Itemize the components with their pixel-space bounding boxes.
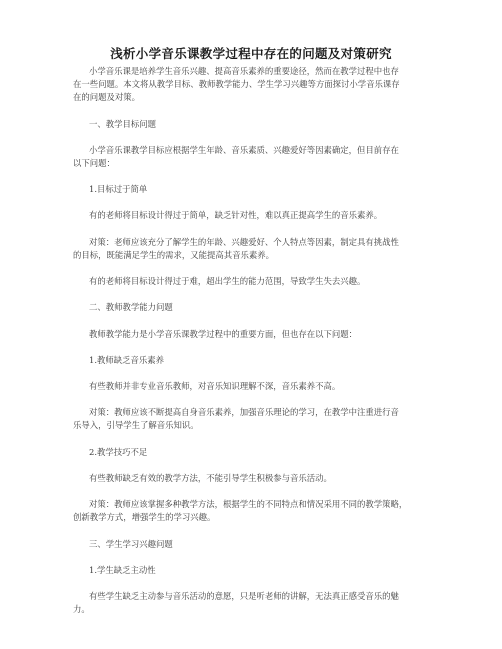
- subheading: 1.目标过于简单: [89, 184, 148, 194]
- section-heading-3: 三、学生学习兴趣问题: [89, 539, 173, 549]
- section-heading-2: 二、教师教学能力问题: [89, 302, 173, 312]
- subheading: 1.教师缺乏音乐素养: [89, 355, 164, 365]
- paragraph-line: 有的老师将目标设计得过于难，超出学生的能力范围，导致学生失去兴趣。: [89, 276, 366, 286]
- paragraph-line: 创新教学方式，增强学生的学习兴趣。: [73, 512, 216, 522]
- paragraph-line: 对策：教师应该掌握多种教学方法，根据学生的不同特点和情况采用不同的教学策略，: [89, 499, 408, 509]
- paragraph-line: 有些教师并非专业音乐教师，对音乐知识理解不深，音乐素养不高。: [89, 381, 341, 391]
- paragraph-line: 对策：老师应该充分了解学生的年龄、兴趣爱好、个人特点等因素，制定具有挑战性: [89, 237, 399, 247]
- intro-line-1: 小学音乐课是培养学生音乐兴趣、提高音乐素养的重要途径，然而在教学过程中也存: [89, 66, 399, 76]
- intro-line-2: 在一些问题。本文将从教学目标、教师教学能力、学生学习兴趣等方面探讨小学音乐课存: [73, 79, 400, 89]
- intro-line-3: 在的问题及对策。: [73, 92, 140, 102]
- section-heading-1: 一、教学目标问题: [89, 119, 156, 129]
- paragraph-line: 的目标，既能满足学生的需求，又能提高其音乐素养。: [73, 250, 274, 260]
- paragraph-line: 对策：教师应该不断提高自身音乐素养，加强音乐理论的学习，在教学中注重进行音: [89, 407, 399, 417]
- paragraph-line: 有的老师将目标设计得过于简单，缺乏针对性，难以真正提高学生的音乐素养。: [89, 210, 383, 220]
- paragraph-line: 乐导入，引导学生了解音乐知识。: [73, 420, 199, 430]
- paragraph-line: 力。: [73, 604, 90, 614]
- document-title: 浅析小学音乐课教学过程中存在的问题及对策研究: [110, 46, 392, 61]
- paragraph-line: 以下问题：: [73, 158, 115, 168]
- paragraph-line: 有些教师缺乏有效的教学方法，不能引导学生积极参与音乐活动。: [89, 473, 332, 483]
- paragraph-line: 有些学生缺乏主动参与音乐活动的意愿，只是听老师的讲解，无法真正感受音乐的魅: [89, 591, 399, 601]
- paragraph-line: 小学音乐课教学目标应根据学生年龄、音乐素质、兴趣爱好等因素确定，但目前存在: [89, 145, 399, 155]
- subheading: 2.教学技巧不足: [89, 447, 148, 457]
- subheading: 1.学生缺乏主动性: [89, 565, 156, 575]
- paragraph-line: 教师教学能力是小学音乐课教学过程中的重要方面，但也存在以下问题：: [89, 329, 357, 339]
